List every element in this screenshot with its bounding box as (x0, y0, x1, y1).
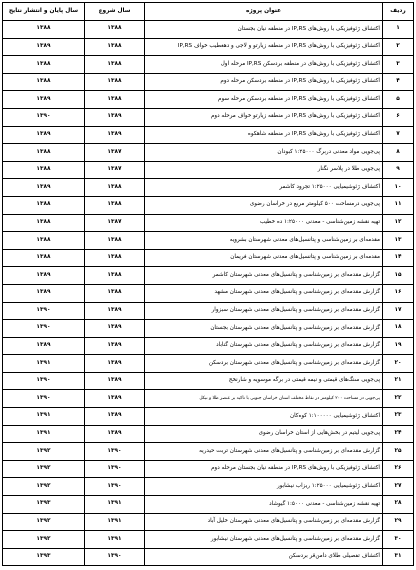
row-number-cell: ۲۷ (383, 478, 414, 496)
table-row (3, 179, 414, 197)
table-row (3, 144, 414, 162)
project-title-cell: پی‌جویی مواد معدنی دربرگ ۱:۲۵۰۰۰ کبودان (145, 144, 383, 162)
end-year-cell: ۱۳۹۲ (3, 460, 85, 478)
row-number-cell: ۱۵ (383, 267, 414, 285)
project-title-cell: اکتشاف ژئوفیزیکی با روش‌های IP,RS در منطقه نیان بجستان مرحله دوم (145, 460, 383, 478)
end-year-cell: ۱۳۸۹ (3, 38, 85, 56)
end-year-cell: ۱۳۹۳ (3, 496, 85, 514)
table-row (3, 214, 414, 232)
end-year-cell: ۱۳۹۰ (3, 302, 85, 320)
end-year-cell: ۱۳۹۰ (3, 108, 85, 126)
end-year-cell: ۱۳۸۸ (3, 73, 85, 91)
start-year-cell: ۱۳۹۰ (85, 548, 145, 566)
table-row (3, 267, 414, 285)
start-year-cell: ۱۳۹۱ (85, 513, 145, 531)
start-year-cell: ۱۳۸۸ (85, 284, 145, 302)
project-title-cell: تهیه نقشه زمین‌شناسی - معدنی ۱:۵۰۰۰ گیوشاد (145, 496, 383, 514)
table-row (3, 196, 414, 214)
project-title-cell: تهیه نقشه زمین‌شناسی - معدنی ۱:۲۵۰۰۰ ده خطیب (145, 214, 383, 232)
table-row (3, 21, 414, 39)
project-title-cell: گزارش مقدمه‌ای بر زمین‌شناسی و پتانسیل‌های معدنی شهرستان سبزوار (145, 302, 383, 320)
project-title-cell: اکتشاف ژئوفیزیکی با روش‌های در منطقه بردسکن IP,RS مرحله اول (145, 56, 383, 74)
project-title-cell: اکتشاف ژئوفیزیکی با روش‌های IP,RS در منطقه زیارتو خواف مرحله دوم (145, 108, 383, 126)
table-row (3, 126, 414, 144)
row-number-cell: ۸ (383, 144, 414, 162)
start-year-cell: ۱۳۸۷ (85, 214, 145, 232)
table-row (3, 337, 414, 355)
project-title-cell: گزارش مقدمه‌ای بر زمین‌شناسی و پتانسیل‌های معدنی شهرستان خلیل آباد (145, 513, 383, 531)
row-number-cell: ۲۱ (383, 372, 414, 390)
row-number-cell: ۳۱ (383, 548, 414, 566)
project-title-cell: پی‌جویی درمساحت ۵۰۰ کیلومتر مربع در خراسان رضوی (145, 196, 383, 214)
project-title-cell: اکتشاف ژئوفیزیکی با روش‌های IP,RS در منطقه بردسکن مرحله دوم (145, 73, 383, 91)
end-year-cell: ۱۳۹۰ (3, 372, 85, 390)
table-row (3, 108, 414, 126)
project-title-cell: اکتشاف ژئوشیمیایی ۱:۲۵۰۰۰ تجرود کاشمر (145, 179, 383, 197)
start-year-cell: ۱۳۸۸ (85, 232, 145, 250)
table-header (3, 3, 414, 21)
start-year-cell: ۱۳۸۸ (85, 38, 145, 56)
end-year-cell: ۱۳۹۱ (3, 408, 85, 426)
project-title-cell: اکتشاف ژئوفیزیکی با روش‌های IP,RS در منطقه نیان بجستان (145, 21, 383, 39)
end-year-cell: ۱۳۹۲ (3, 443, 85, 461)
end-year-cell: ۱۳۸۸ (3, 161, 85, 179)
start-year-cell: ۱۳۸۸ (85, 267, 145, 285)
start-year-cell: ۱۳۸۹ (85, 355, 145, 373)
row-number-cell: ۱۳ (383, 232, 414, 250)
project-title-cell: اکتشاف ژئوفیزیکی با روش‌های IP,RS در منطقه شاهکوه (145, 126, 383, 144)
row-number-cell: ۱۹ (383, 337, 414, 355)
end-year-cell: ۱۳۹۲ (3, 531, 85, 549)
project-title-cell: گزارش مقدمه‌ای بر زمین‌شناسی و پتانسیل‌های معدنی شهرستان تربت حیدریه (145, 443, 383, 461)
table-row (3, 56, 414, 74)
start-year-cell: ۱۳۸۸ (85, 56, 145, 74)
start-year-cell: ۱۳۸۹ (85, 337, 145, 355)
table-row (3, 232, 414, 250)
table-row (3, 513, 414, 531)
end-year-cell: ۱۳۸۸ (3, 144, 85, 162)
end-year-cell: ۱۳۸۸ (3, 232, 85, 250)
row-number-cell: ۱۱ (383, 196, 414, 214)
end-year-cell: ۱۳۹۰ (3, 390, 85, 408)
start-year-cell: ۱۳۹۱ (85, 496, 145, 514)
table-body (3, 21, 414, 566)
row-number-cell: ۲۹ (383, 513, 414, 531)
end-year-cell: ۱۳۹۱ (3, 355, 85, 373)
row-number-cell: ۲۶ (383, 460, 414, 478)
table-row (3, 320, 414, 338)
start-year-cell: ۱۳۸۸ (85, 73, 145, 91)
row-number-cell: ۱۸ (383, 320, 414, 338)
end-year-cell: ۱۳۹۲ (3, 513, 85, 531)
table-row (3, 38, 414, 56)
header-end-year: سال پایان و انتشار نتایج (3, 3, 85, 21)
row-number-cell: ۱۰ (383, 179, 414, 197)
row-number-cell: ۲ (383, 38, 414, 56)
project-title-cell: گزارش مقدمه‌ای بر زمین‌شناسی و پتانسیل‌های معدنی شهرستان کاشمر (145, 267, 383, 285)
end-year-cell: ۱۳۹۱ (3, 425, 85, 443)
project-title-cell: اکتشاف تفصیلی طلای دامن‌قر بردسکن (145, 548, 383, 566)
table-row (3, 531, 414, 549)
row-number-cell: ۱ (383, 21, 414, 39)
table-row (3, 390, 414, 408)
row-number-cell: ۹ (383, 161, 414, 179)
project-title-cell: گزارش مقدمه‌ای بر زمین‌شناسی و پتانسیل‌های معدنی شهرستان گناباد (145, 337, 383, 355)
header-project-title: عنوان پروژه (145, 3, 383, 21)
row-number-cell: ۲۰ (383, 355, 414, 373)
start-year-cell: ۱۳۸۹ (85, 425, 145, 443)
end-year-cell: ۱۳۸۸ (3, 21, 85, 39)
table-row (3, 425, 414, 443)
table-row (3, 372, 414, 390)
start-year-cell: ۱۳۸۹ (85, 302, 145, 320)
table-row (3, 460, 414, 478)
table-row (3, 161, 414, 179)
start-year-cell: ۱۳۸۸ (85, 196, 145, 214)
project-title-cell: گزارش مقدمه‌ای بر زمین‌شناسی و پتانسیل‌های معدنی شهرستان بردسکن (145, 355, 383, 373)
project-title-cell: پی‌جویی لیتیم در بخش‌هایی از استان خراسان رضوی (145, 425, 383, 443)
table-row (3, 443, 414, 461)
start-year-cell: ۱۳۸۸ (85, 91, 145, 109)
start-year-cell: ۱۳۸۷ (85, 144, 145, 162)
table-row (3, 284, 414, 302)
row-number-cell: ۲۲ (383, 390, 414, 408)
start-year-cell: ۱۳۸۹ (85, 408, 145, 426)
row-number-cell: ۲۳ (383, 408, 414, 426)
table-row (3, 548, 414, 566)
row-number-cell: ۲۵ (383, 443, 414, 461)
project-title-cell: اکتشاف ژئوفیزیکی با روش‌های IP,RS در منطقه زیارتو و لاجی و دهغطیب خواف IP,RS (145, 38, 383, 56)
projects-table (2, 2, 414, 566)
end-year-cell: ۱۳۸۸ (3, 56, 85, 74)
end-year-cell: ۱۳۸۹ (3, 267, 85, 285)
start-year-cell: ۱۳۸۸ (85, 249, 145, 267)
row-number-cell: ۱۷ (383, 302, 414, 320)
row-number-cell: ۶ (383, 108, 414, 126)
table-row (3, 73, 414, 91)
table-row (3, 91, 414, 109)
header-row-number: ردیف (383, 3, 414, 21)
start-year-cell: ۱۳۹۰ (85, 478, 145, 496)
end-year-cell: ۱۳۹۰ (3, 320, 85, 338)
project-title-cell: پی‌جویی سنگ‌های قیمتی و نیمه قیمتی در برگه موسویه و شارنخج (145, 372, 383, 390)
start-year-cell: ۱۳۹۰ (85, 460, 145, 478)
end-year-cell: ۱۳۸۸ (3, 196, 85, 214)
row-number-cell: ۱۴ (383, 249, 414, 267)
project-title-cell: گزارش مقدمه‌ای بر زمین‌شناسی و پتانسیل‌های معدنی شهرستان مشهد (145, 284, 383, 302)
row-number-cell: ۳ (383, 56, 414, 74)
table-row (3, 249, 414, 267)
start-year-cell: ۱۳۸۹ (85, 108, 145, 126)
project-title-cell: پی‌جویی در مساحت ۲۰۰ کیلومتر در نقاط مختلف استان خراسان جنوبی با تاکید بر عنصر طلا و نیکل (145, 390, 383, 408)
project-title-cell: اکتشاف ژئوشیمیایی ۱:۲۵۰۰۰ ریزاب نیشابور (145, 478, 383, 496)
row-number-cell: ۲۸ (383, 496, 414, 514)
table-row (3, 355, 414, 373)
project-title-cell: اکتشاف ژئوشیمیایی ۱:۱۰۰۰۰۰ کوه‌کان (145, 408, 383, 426)
row-number-cell: ۳۰ (383, 531, 414, 549)
start-year-cell: ۱۳۸۹ (85, 126, 145, 144)
table-row (3, 496, 414, 514)
project-title-cell: پی‌جویی طلا در پلاسر نگنار (145, 161, 383, 179)
end-year-cell: ۱۳۸۹ (3, 126, 85, 144)
table-row (3, 408, 414, 426)
end-year-cell: ۱۳۹۲ (3, 478, 85, 496)
end-year-cell: ۱۳۸۸ (3, 214, 85, 232)
row-number-cell: ۴ (383, 73, 414, 91)
row-number-cell: ۵ (383, 91, 414, 109)
row-number-cell: ۷ (383, 126, 414, 144)
start-year-cell: ۱۳۸۷ (85, 161, 145, 179)
start-year-cell: ۱۳۹۰ (85, 443, 145, 461)
row-number-cell: ۱۲ (383, 214, 414, 232)
start-year-cell: ۱۳۸۸ (85, 179, 145, 197)
end-year-cell: ۱۳۹۳ (3, 548, 85, 566)
end-year-cell: ۱۳۸۹ (3, 91, 85, 109)
project-title-cell: مقدمه‌ای بر زمین‌شناسی و پتانسیل‌های معدنی شهرستان بشرویه (145, 232, 383, 250)
table-row (3, 478, 414, 496)
row-number-cell: ۲۴ (383, 425, 414, 443)
header-row (3, 3, 414, 21)
end-year-cell: ۱۳۸۹ (3, 284, 85, 302)
end-year-cell: ۱۳۸۹ (3, 179, 85, 197)
header-start-year: سال شروع (85, 3, 145, 21)
project-title-cell: گزارش مقدمه‌ای بر زمین‌شناسی و پتانسیل‌های معدنی شهرستان نیشابور (145, 531, 383, 549)
end-year-cell: ۱۳۸۹ (3, 337, 85, 355)
start-year-cell: ۱۳۸۹ (85, 372, 145, 390)
project-title-cell: مقدمه‌ای بر زمین‌شناسی و پتانسیل‌های معدنی شهرستان فریمان (145, 249, 383, 267)
start-year-cell: ۱۳۸۸ (85, 21, 145, 39)
table-row (3, 302, 414, 320)
row-number-cell: ۱۶ (383, 284, 414, 302)
project-title-cell: اکتشاف ژئوفیزیکی با روش‌های IP,RS در منطقه بردسکن مرحله سوم (145, 91, 383, 109)
start-year-cell: ۱۳۸۹ (85, 320, 145, 338)
project-title-cell: گزارش مقدمه‌ای بر زمین‌شناسی و پتانسیل‌های معدنی شهرستان بجستان (145, 320, 383, 338)
start-year-cell: ۱۳۹۱ (85, 531, 145, 549)
end-year-cell: ۱۳۸۸ (3, 249, 85, 267)
start-year-cell: ۱۳۸۹ (85, 390, 145, 408)
